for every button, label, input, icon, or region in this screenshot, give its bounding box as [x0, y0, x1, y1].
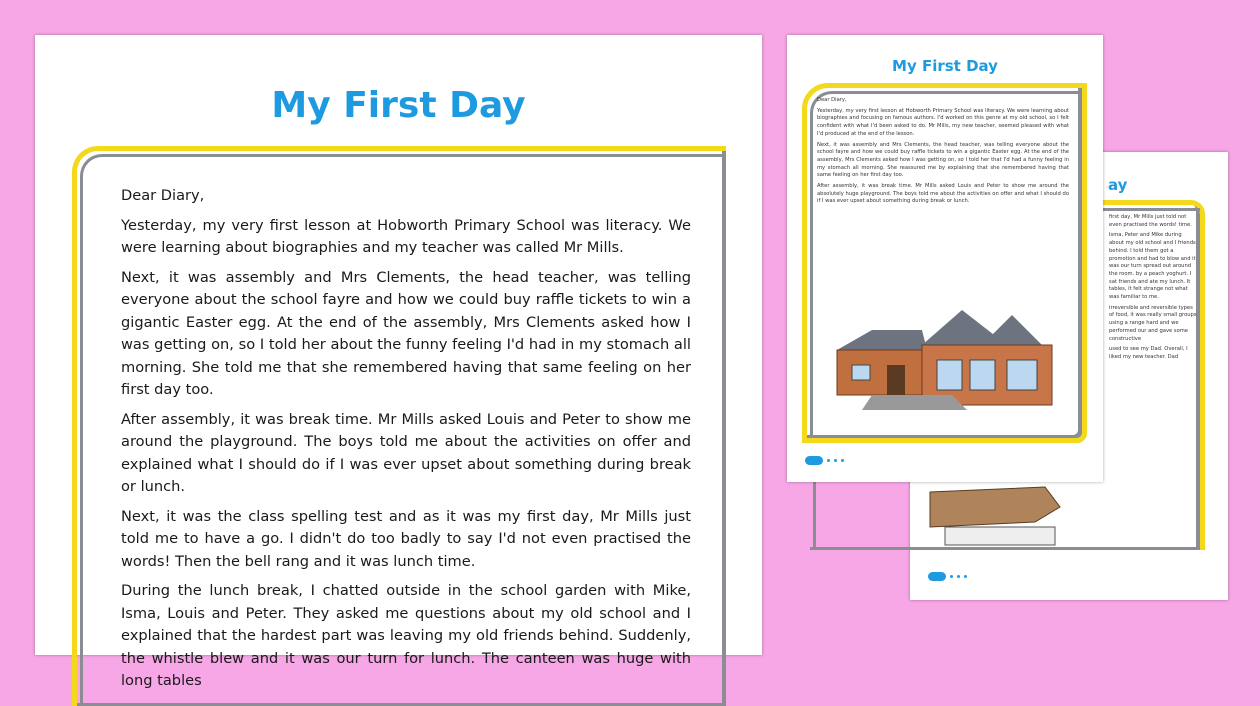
footer-logo: [928, 572, 967, 581]
diary-text: [121, 185, 691, 700]
paragraph: Dear Diary,: [121, 187, 205, 204]
writing-hand-illustration: [925, 482, 1065, 552]
page-title: My First Day: [892, 57, 998, 75]
paragraph: used to see my Dad. Overall, I liked my new teacher. Dad: [1109, 346, 1188, 360]
diary-text: [817, 97, 1069, 209]
page-title-fragment: ay: [1108, 176, 1128, 194]
paragraph: Next, it was assembly and Mrs Clements, the head teacher, was telling everyone about the school fayre and how we could buy raffle tickets to win a gigantic Easter egg. At the end of the assembly, Mrs Clements asked how I was getting on, so I told her that I'd had a funny feeling in my stomach all morning. She reassured me by explaining that she remembered having that same feeling on her first day too.: [817, 141, 1069, 179]
footer-logo: [805, 456, 844, 465]
paragraph: first day, Mr Mills just told not even practised the words! time.: [1109, 214, 1192, 228]
diary-text: [1109, 214, 1197, 365]
paragraph: Isma, Peter and Mike during about my old school and I friends behind. I told them got a promotion and had to blow and it was our turn spread out around the room. by a peach yoghurt. I sat friends and ate my lunch. It tables, it felt strange not what was familiar to me.: [1109, 232, 1196, 301]
school-building-illustration: [832, 305, 1062, 415]
paragraph: After assembly, it was break time. Mr Mills asked Louis and Peter to show me around the absolutely huge playground. The boys told me about the activities on offer and what I should do if I was ever upset about something during break or lunch.: [817, 183, 1069, 205]
paragraph: Dear Diary,: [817, 97, 847, 103]
paragraph: irreversible and reversible types of food, it was really small groups using a range hard and we performed our and gave some constructive: [1109, 304, 1197, 342]
paragraph: Next, it was assembly and Mrs Clements, the head teacher, was telling everyone about the school fayre and how we could buy raffle tickets to win a gigantic Easter egg. At the end of the assembly, Mrs Clements asked how I was getting on, so I told her about the funny feeling I'd had in my stomach all morning. She told me that she remembered having that same feeling on her first day too.: [121, 268, 691, 398]
paragraph: Yesterday, my very first lesson at Hobworth Primary School was literacy. We were learning about biographies and my teacher was called Mr Mills.: [121, 216, 691, 256]
paragraph: Yesterday, my very first lesson at Hobworth Primary School was literacy. We were learning about biographies and focusing on famous authors. I'd worked on this genre at my old school, so I felt confident with what I'd been asked to do. Mr Mills, my new teacher, seemed pleased with what I'd produced at the end of the lesson.: [817, 107, 1069, 137]
page-title: My First Day: [271, 85, 526, 126]
paragraph: Next, it was the class spelling test and as it was my first day, Mr Mills just told me to have a go. I didn't do too badly to say I'd not even practised the words! Then the bell rang and it was lunch time.: [121, 507, 691, 570]
main-worksheet-page: [35, 35, 762, 689]
paragraph: During the lunch break, I chatted outside in the school garden with Mike, Isma, Louis and Peter. They asked me questions about my old school and I explained that the hardest part was leaving my old friends behind. Suddenly, the whistle blew and it was our turn for lunch. The canteen was huge with long tables: [121, 582, 691, 689]
middle-worksheet-page: [787, 35, 1103, 482]
paragraph: After assembly, it was break time. Mr Mills asked Louis and Peter to show me around the playground. The boys told me about the activities on offer and explained what I should do if I was ever upset about something during break or lunch.: [121, 410, 691, 495]
